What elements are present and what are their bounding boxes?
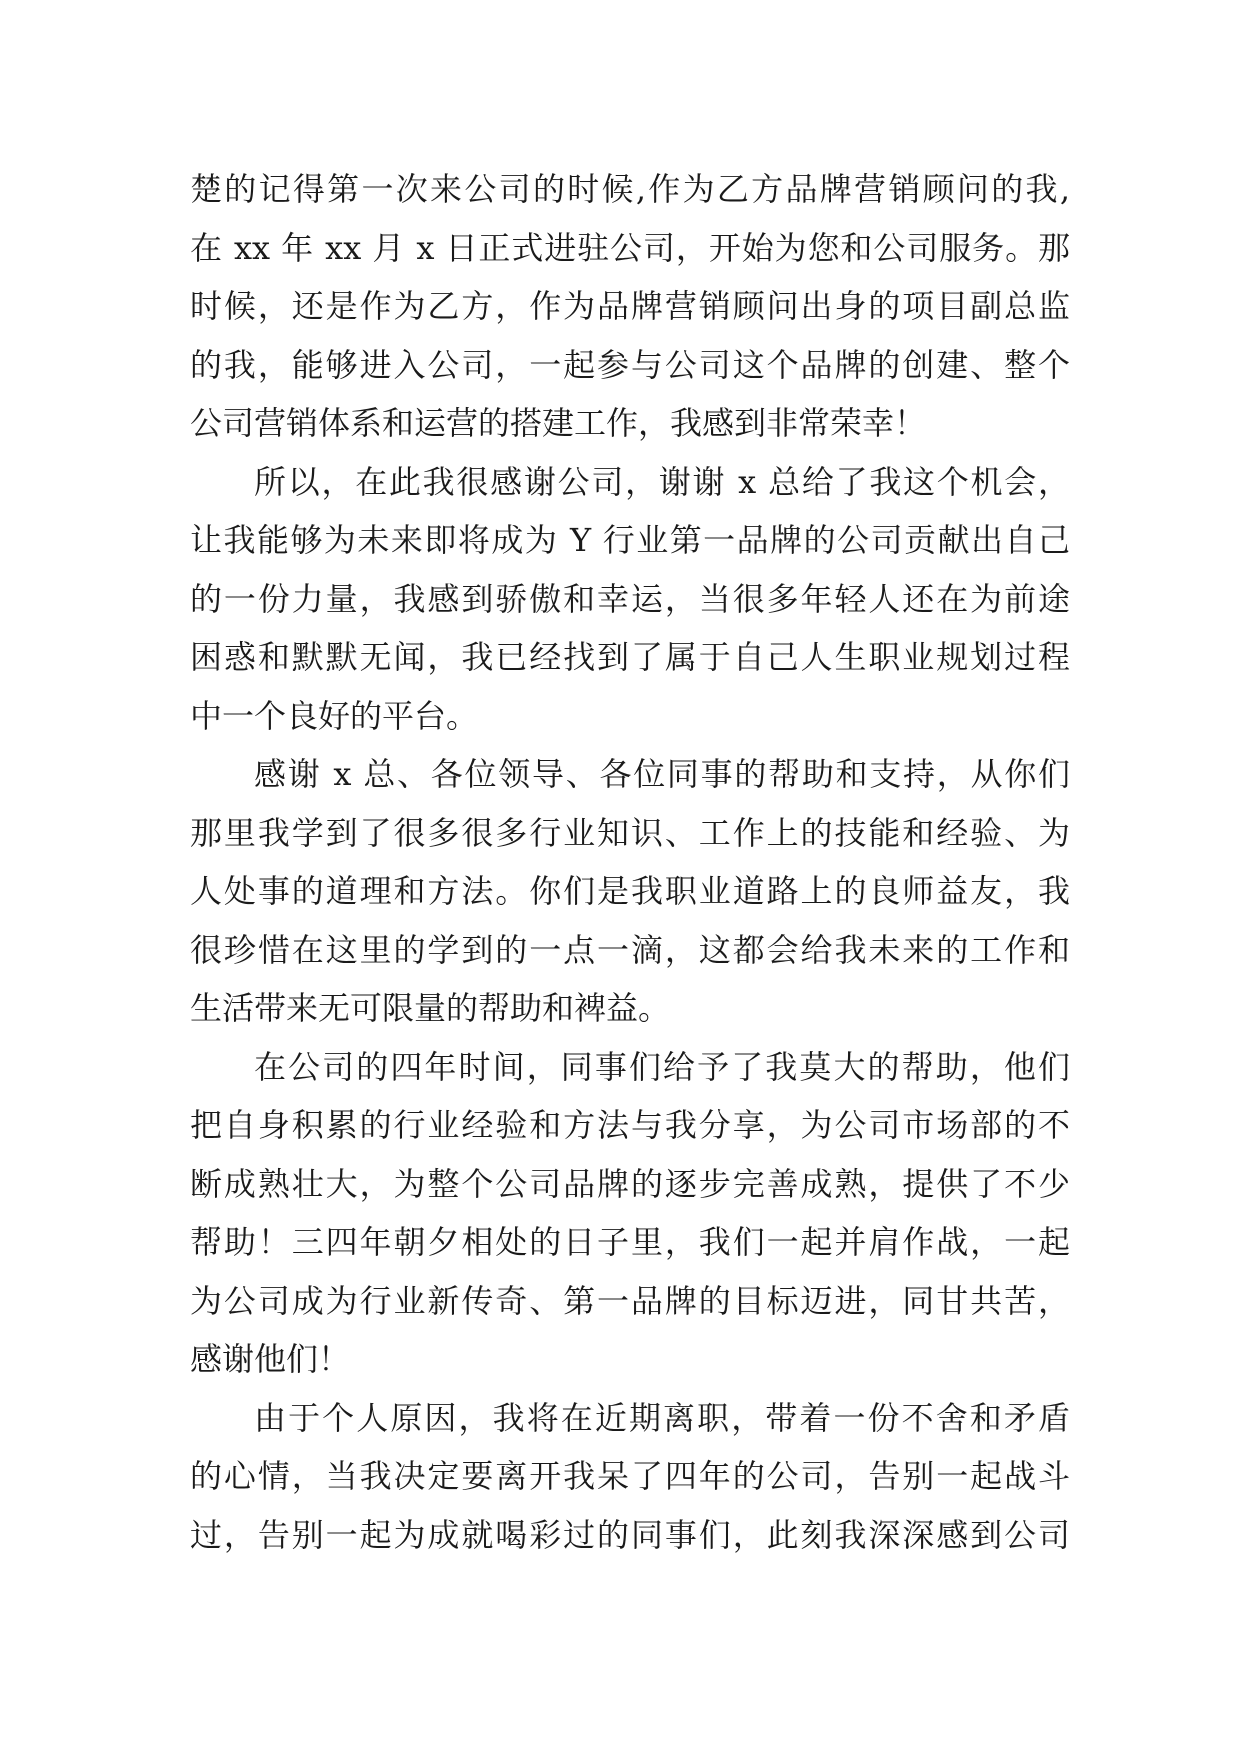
text-line: 让我能够为未来即将成为 Y 行业第一品牌的公司贡献出自己 — [190, 521, 1070, 559]
text-line: 楚的记得第一次来公司的时候,作为乙方品牌营销顾问的我, — [190, 170, 1070, 208]
text-line: 所以，在此我很感谢公司，谢谢 x 总给了我这个机会， — [254, 462, 1070, 501]
text-line: 时候，还是作为乙方，作为品牌营销顾问出身的项目副总监 — [190, 287, 1070, 325]
text-line: 在 xx 年 xx 月 x 日正式进驻公司，开始为您和公司服务。那 — [190, 228, 1070, 267]
text-line: 公司营销体系和运营的搭建工作，我感到非常荣幸！ — [190, 404, 927, 442]
text-line: 人处事的道理和方法。你们是我职业道路上的良师益友，我 — [190, 872, 1070, 910]
text-line: 那里我学到了很多很多行业知识、工作上的技能和经验、为 — [190, 813, 1070, 852]
text-line: 很珍惜在这里的学到的一点一滴，这都会给我未来的工作和 — [190, 930, 1070, 969]
text-line: 过，告别一起为成就喝彩过的同事们，此刻我深深感到公司 — [190, 1515, 1070, 1554]
text-line: 生活带来无可限量的帮助和裨益。 — [190, 989, 671, 1027]
text-line: 断成熟壮大，为整个公司品牌的逐步完善成熟，提供了不少 — [190, 1164, 1070, 1203]
text-line: 的我，能够进入公司，一起参与公司这个品牌的创建、整个 — [190, 345, 1070, 384]
text-line: 为公司成为行业新传奇、第一品牌的目标迈进，同甘共苦， — [190, 1281, 1070, 1320]
text-line: 的心情，当我决定要离开我呆了四年的公司，告别一起战斗 — [190, 1457, 1070, 1495]
document-body — [190, 160, 1070, 1564]
text-line: 的一份力量，我感到骄傲和幸运，当很多年轻人还在为前途 — [190, 579, 1070, 618]
text-line: 把自身积累的行业经验和方法与我分享，为公司市场部的不 — [190, 1106, 1070, 1144]
text-line: 困惑和默默无闻，我已经找到了属于自己人生职业规划过程 — [190, 638, 1070, 676]
text-line: 帮助！三四年朝夕相处的日子里，我们一起并肩作战，一起 — [190, 1223, 1070, 1261]
text-line: 由于个人原因，我将在近期离职，带着一份不舍和矛盾 — [254, 1398, 1070, 1437]
text-line: 感谢他们！ — [190, 1340, 351, 1378]
text-line: 中一个良好的平台。 — [190, 696, 479, 735]
text-line: 感谢 x 总、各位领导、各位同事的帮助和支持，从你们 — [254, 755, 1070, 793]
text-line: 在公司的四年时间，同事们给予了我莫大的帮助，他们 — [254, 1047, 1070, 1086]
